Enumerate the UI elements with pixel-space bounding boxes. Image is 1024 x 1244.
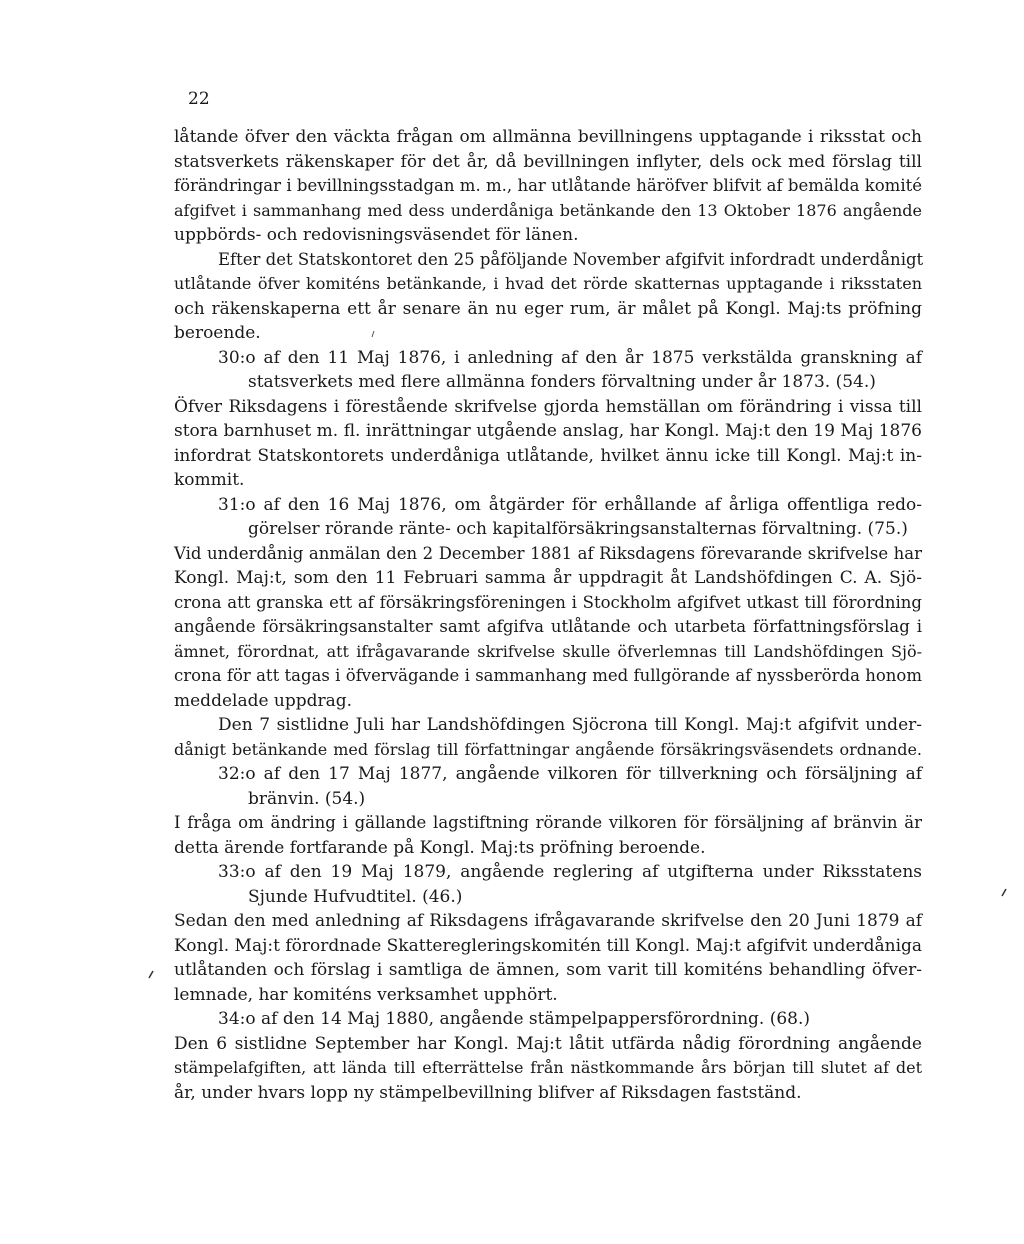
text-line: lemnade, har komiténs verksamhet upphört.: [174, 985, 558, 1005]
section-heading: 34:o af den 14 Maj 1880, angående stämpelpappersförordning. (68.): [218, 1009, 811, 1029]
text-line: Kongl. Maj:t förordnade Skatteregleringskomitén till Kongl. Maj:t afgifvit underdåniga: [174, 936, 923, 956]
text-line: Sedan den med anledning af Riksdagens ifrågavarande skrifvelse den 20 Juni 1879 af: [174, 911, 922, 931]
section-heading: bränvin. (54.): [248, 789, 366, 809]
section-heading: görelser rörande ränte- och kapitalförsäkringsanstalternas förvaltning. (75.): [248, 519, 908, 539]
text-line: år, under hvars lopp ny stämpelbevillning blifver af Riksdagen fastständ.: [174, 1083, 802, 1103]
text-line: Kongl. Maj:t, som den 11 Februari samma år uppdragit åt Landshöfdingen C. A. Sjö-: [174, 568, 922, 588]
text-line: ämnet, förordnat, att ifrågavarande skrifvelse skulle öfverlemnas till Landshöfdingen Sjö-: [174, 642, 922, 661]
text-line: Den 6 sistlidne September har Kongl. Maj:t låtit utfärda nådig förordning angående: [174, 1034, 922, 1054]
stray-mark: [372, 331, 374, 337]
section-heading: 31:o af den 16 Maj 1876, om åtgärder för erhållande af årliga offentliga redo-: [218, 495, 922, 515]
page-number: 22: [188, 89, 210, 109]
text-line: dånigt betänkande med förslag till författningar angående försäkringsväsendets ordnande.: [174, 740, 922, 759]
text-line: angående försäkringsanstalter samt afgifva utlåtande och utarbeta författningsförslag i: [174, 617, 922, 636]
text-line: uppbörds- och redovisningsväsendet för länen.: [174, 225, 579, 245]
text-line: stora barnhuset m. fl. inrättningar utgående anslag, har Kongl. Maj:t den 19 Maj 1876: [174, 421, 922, 441]
text-line: crona att granska ett af försäkringsföreningen i Stockholm afgifvet utkast till förordning: [174, 593, 922, 612]
section-heading: 32:o af den 17 Maj 1877, angående vilkoren för tillverkning och försäljning af: [218, 764, 922, 784]
text-line: infordrat Statskontorets underdåniga utlåtande, hvilket ännu icke till Kongl. Maj:t in-: [174, 446, 922, 466]
stray-mark: [149, 971, 153, 978]
text-line: statsverkets räkenskaper för det år, då bevillningen inflyter, dels ock med förslag till: [174, 152, 922, 172]
text-line: I fråga om ändring i gällande lagstiftning rörande vilkoren för försäljning af bränvin är: [174, 813, 922, 832]
section-heading: 30:o af den 11 Maj 1876, i anledning af den år 1875 verkstälda granskning af: [218, 348, 922, 368]
section-heading: 33:o af den 19 Maj 1879, angående reglering af utgifterna under Riksstatens: [218, 862, 922, 882]
section-heading: Sjunde Hufvudtitel. (46.): [248, 887, 463, 907]
text-line: utlåtande öfver komiténs betänkande, i hvad det rörde skatternas upptagande i riksstaten: [174, 274, 922, 293]
text-line: beroende.: [174, 323, 261, 343]
text-line: Efter det Statskontoret den 25 påföljande November afgifvit infordradt underdånigt: [218, 250, 924, 269]
text-line: meddelade uppdrag.: [174, 691, 353, 711]
text-line: kommit.: [174, 470, 245, 490]
text-line: afgifvet i sammanhang med dess underdåniga betänkande den 13 Oktober 1876 angående: [174, 201, 922, 220]
text-line: utlåtanden och förslag i samtliga de ämnen, som varit till komiténs behandling öfver-: [174, 960, 922, 980]
text-line: och räkenskaperna ett år senare än nu eger rum, är målet på Kongl. Maj:ts pröfning: [174, 299, 922, 319]
text-line: stämpelafgiften, att lända till efterrättelse från nästkommande års början till slutet af det: [174, 1058, 922, 1077]
text-line: detta ärende fortfarande på Kongl. Maj:ts pröfning beroende.: [174, 838, 706, 858]
section-heading: statsverkets med flere allmänna fonders förvaltning under år 1873. (54.): [248, 372, 876, 392]
text-line: crona för att tagas i öfvervägande i sammanhang med fullgörande af nyssberörda honom: [174, 666, 922, 685]
text-line: Vid underdånig anmälan den 2 December 1881 af Riksdagens förevarande skrifvelse har: [174, 544, 922, 563]
text-line: förändringar i bevillningsstadgan m. m., har utlåtande häröfver blifvit af bemälda komité: [174, 176, 922, 195]
stray-mark: [1002, 889, 1006, 896]
text-line: Den 7 sistlidne Juli har Landshöfdingen Sjöcrona till Kongl. Maj:t afgifvit under-: [218, 715, 922, 735]
text-line: låtande öfver den väckta frågan om allmänna bevillningens upptagande i riksstat och: [174, 127, 922, 147]
text-line: Öfver Riksdagens i förestående skrifvelse gjorda hemställan om förändring i vissa till: [174, 397, 922, 417]
